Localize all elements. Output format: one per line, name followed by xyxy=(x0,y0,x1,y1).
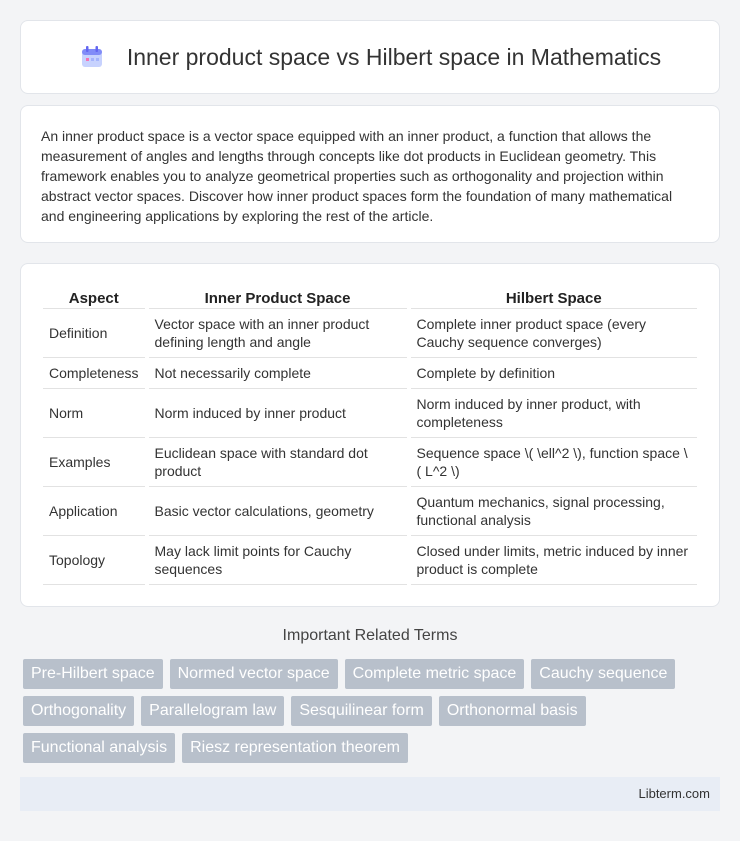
footer xyxy=(20,777,720,811)
related-term-tag[interactable]: Functional analysis xyxy=(23,733,175,763)
table-header-aspect: Aspect xyxy=(43,284,145,309)
table-cell: Basic vector calculations, geometry xyxy=(149,487,407,536)
table-cell: Norm induced by inner product, with completeness xyxy=(411,389,698,438)
page-title: Inner product space vs Hilbert space in Mathematics xyxy=(126,43,662,70)
table-cell: Euclidean space with standard dot product xyxy=(149,438,407,487)
header-card xyxy=(20,20,720,94)
related-term-tag[interactable]: Orthogonality xyxy=(23,696,134,726)
table-cell: Application xyxy=(43,487,145,536)
table-cell: Norm xyxy=(43,389,145,438)
related-terms-list xyxy=(23,659,713,770)
table-cell: Complete inner product space (every Cauchy sequence converges) xyxy=(411,309,698,358)
related-term-tag[interactable]: Normed vector space xyxy=(170,659,338,689)
table-cell: Definition xyxy=(43,309,145,358)
related-terms-title: Important Related Terms xyxy=(282,627,458,644)
intro-text: An inner product space is a vector space equipped with an inner product, a function that allows the measurement of angles and lengths through concepts like dot products in Euclidean geometry. This framework enables you to analyze geometrical properties such as orthogonality and projection within abstract vector spaces. Discover how inner product spaces form the foundation of many mathematical and engineering applications by exploring the rest of the article. xyxy=(41,128,673,224)
table-row xyxy=(43,438,697,487)
table-cell: Not necessarily complete xyxy=(149,358,407,389)
related-term-tag[interactable]: Orthonormal basis xyxy=(439,696,586,726)
table-cell: Complete by definition xyxy=(411,358,698,389)
related-term-tag[interactable]: Pre-Hilbert space xyxy=(23,659,163,689)
intro-card xyxy=(20,105,720,243)
related-term-tag[interactable]: Complete metric space xyxy=(345,659,525,689)
footer-site-link[interactable]: Libterm.com xyxy=(638,786,710,801)
related-term-tag[interactable]: Parallelogram law xyxy=(141,696,284,726)
table-cell: Vector space with an inner product defining length and angle xyxy=(149,309,407,358)
table-cell: Completeness xyxy=(43,358,145,389)
related-term-tag[interactable]: Cauchy sequence xyxy=(531,659,675,689)
table-row xyxy=(43,309,697,358)
related-term-tag[interactable]: Sesquilinear form xyxy=(291,696,432,726)
table-row xyxy=(43,358,697,389)
table-row xyxy=(43,536,697,585)
table-cell: Quantum mechanics, signal processing, functional analysis xyxy=(411,487,698,536)
table-row xyxy=(43,389,697,438)
table-cell: Closed under limits, metric induced by inner product is complete xyxy=(411,536,698,585)
calendar-icon xyxy=(79,44,105,70)
table-cell: Sequence space \( \ell^2 \), function space \( L^2 \) xyxy=(411,438,698,487)
comparison-table xyxy=(39,284,701,585)
table-cell: Topology xyxy=(43,536,145,585)
table-row xyxy=(43,487,697,536)
table-cell: May lack limit points for Cauchy sequences xyxy=(149,536,407,585)
comparison-table-card xyxy=(20,263,720,607)
table-header-hilbert: Hilbert Space xyxy=(411,284,698,309)
table-header-inner-product: Inner Product Space xyxy=(149,284,407,309)
table-cell: Examples xyxy=(43,438,145,487)
related-term-tag[interactable]: Riesz representation theorem xyxy=(182,733,408,763)
table-cell: Norm induced by inner product xyxy=(149,389,407,438)
